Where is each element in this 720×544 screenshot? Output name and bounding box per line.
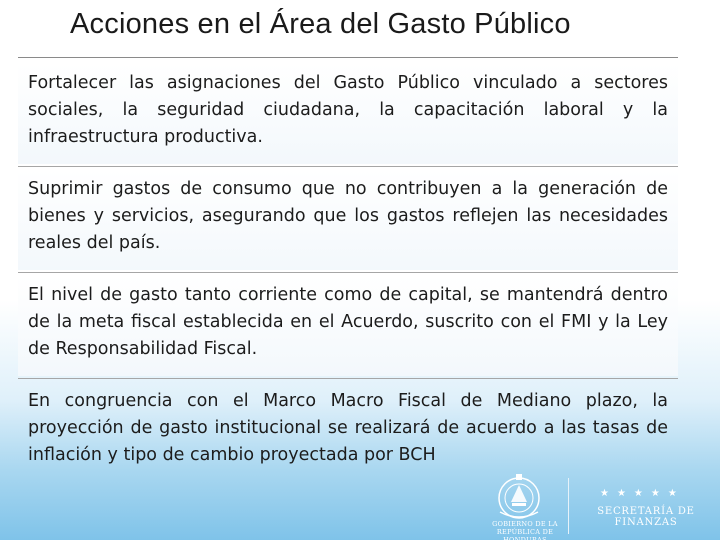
paragraph-text: Suprimir gastos de consumo que no contribuyen a la generación de bienes y servicios, asegurando que los gastos reflejen las necesidades reales del país. (28, 179, 668, 253)
paragraph-text: En congruencia con el Marco Macro Fiscal de Mediano plazo, la proyección de gasto institucional se realizará de acuerdo a las tasas de inflación y tipo de cambio proyectada por BCH (28, 391, 668, 465)
footer-divider (568, 478, 569, 534)
gov-line-2: REPÚBLICA DE HONDURAS (496, 528, 554, 544)
divider (18, 166, 678, 167)
paragraph-text: El nivel de gasto tanto corriente como de capital, se mantendrá dentro de la meta fiscal establecida en el Acuerdo, suscrito con el FMI y la Ley de Responsabilidad Fiscal. (28, 285, 668, 359)
title-divider (18, 57, 678, 58)
page-title: Acciones en el Área del Gasto Público (70, 8, 571, 40)
paragraph-block-4 (18, 382, 678, 472)
stars-icon: ★★★★★ (600, 488, 685, 499)
divider (18, 272, 678, 273)
paragraph-block-1 (18, 64, 678, 164)
ministry-name: SECRETARÍA DE FINANZAS (597, 506, 695, 528)
paragraph-block-3 (18, 276, 678, 376)
honduras-seal-icon (490, 472, 548, 522)
paragraph-block-2 (18, 170, 678, 270)
footer-branding (490, 470, 720, 544)
paragraph-text: Fortalecer las asignaciones del Gasto Público vinculado a sectores sociales, la seguridad ciudadana, la capacitación laboral y la infraestructura productiva. (28, 73, 668, 147)
gov-line-1: GOBIERNO DE LA (492, 520, 558, 528)
government-label (490, 520, 560, 544)
divider (18, 378, 678, 379)
